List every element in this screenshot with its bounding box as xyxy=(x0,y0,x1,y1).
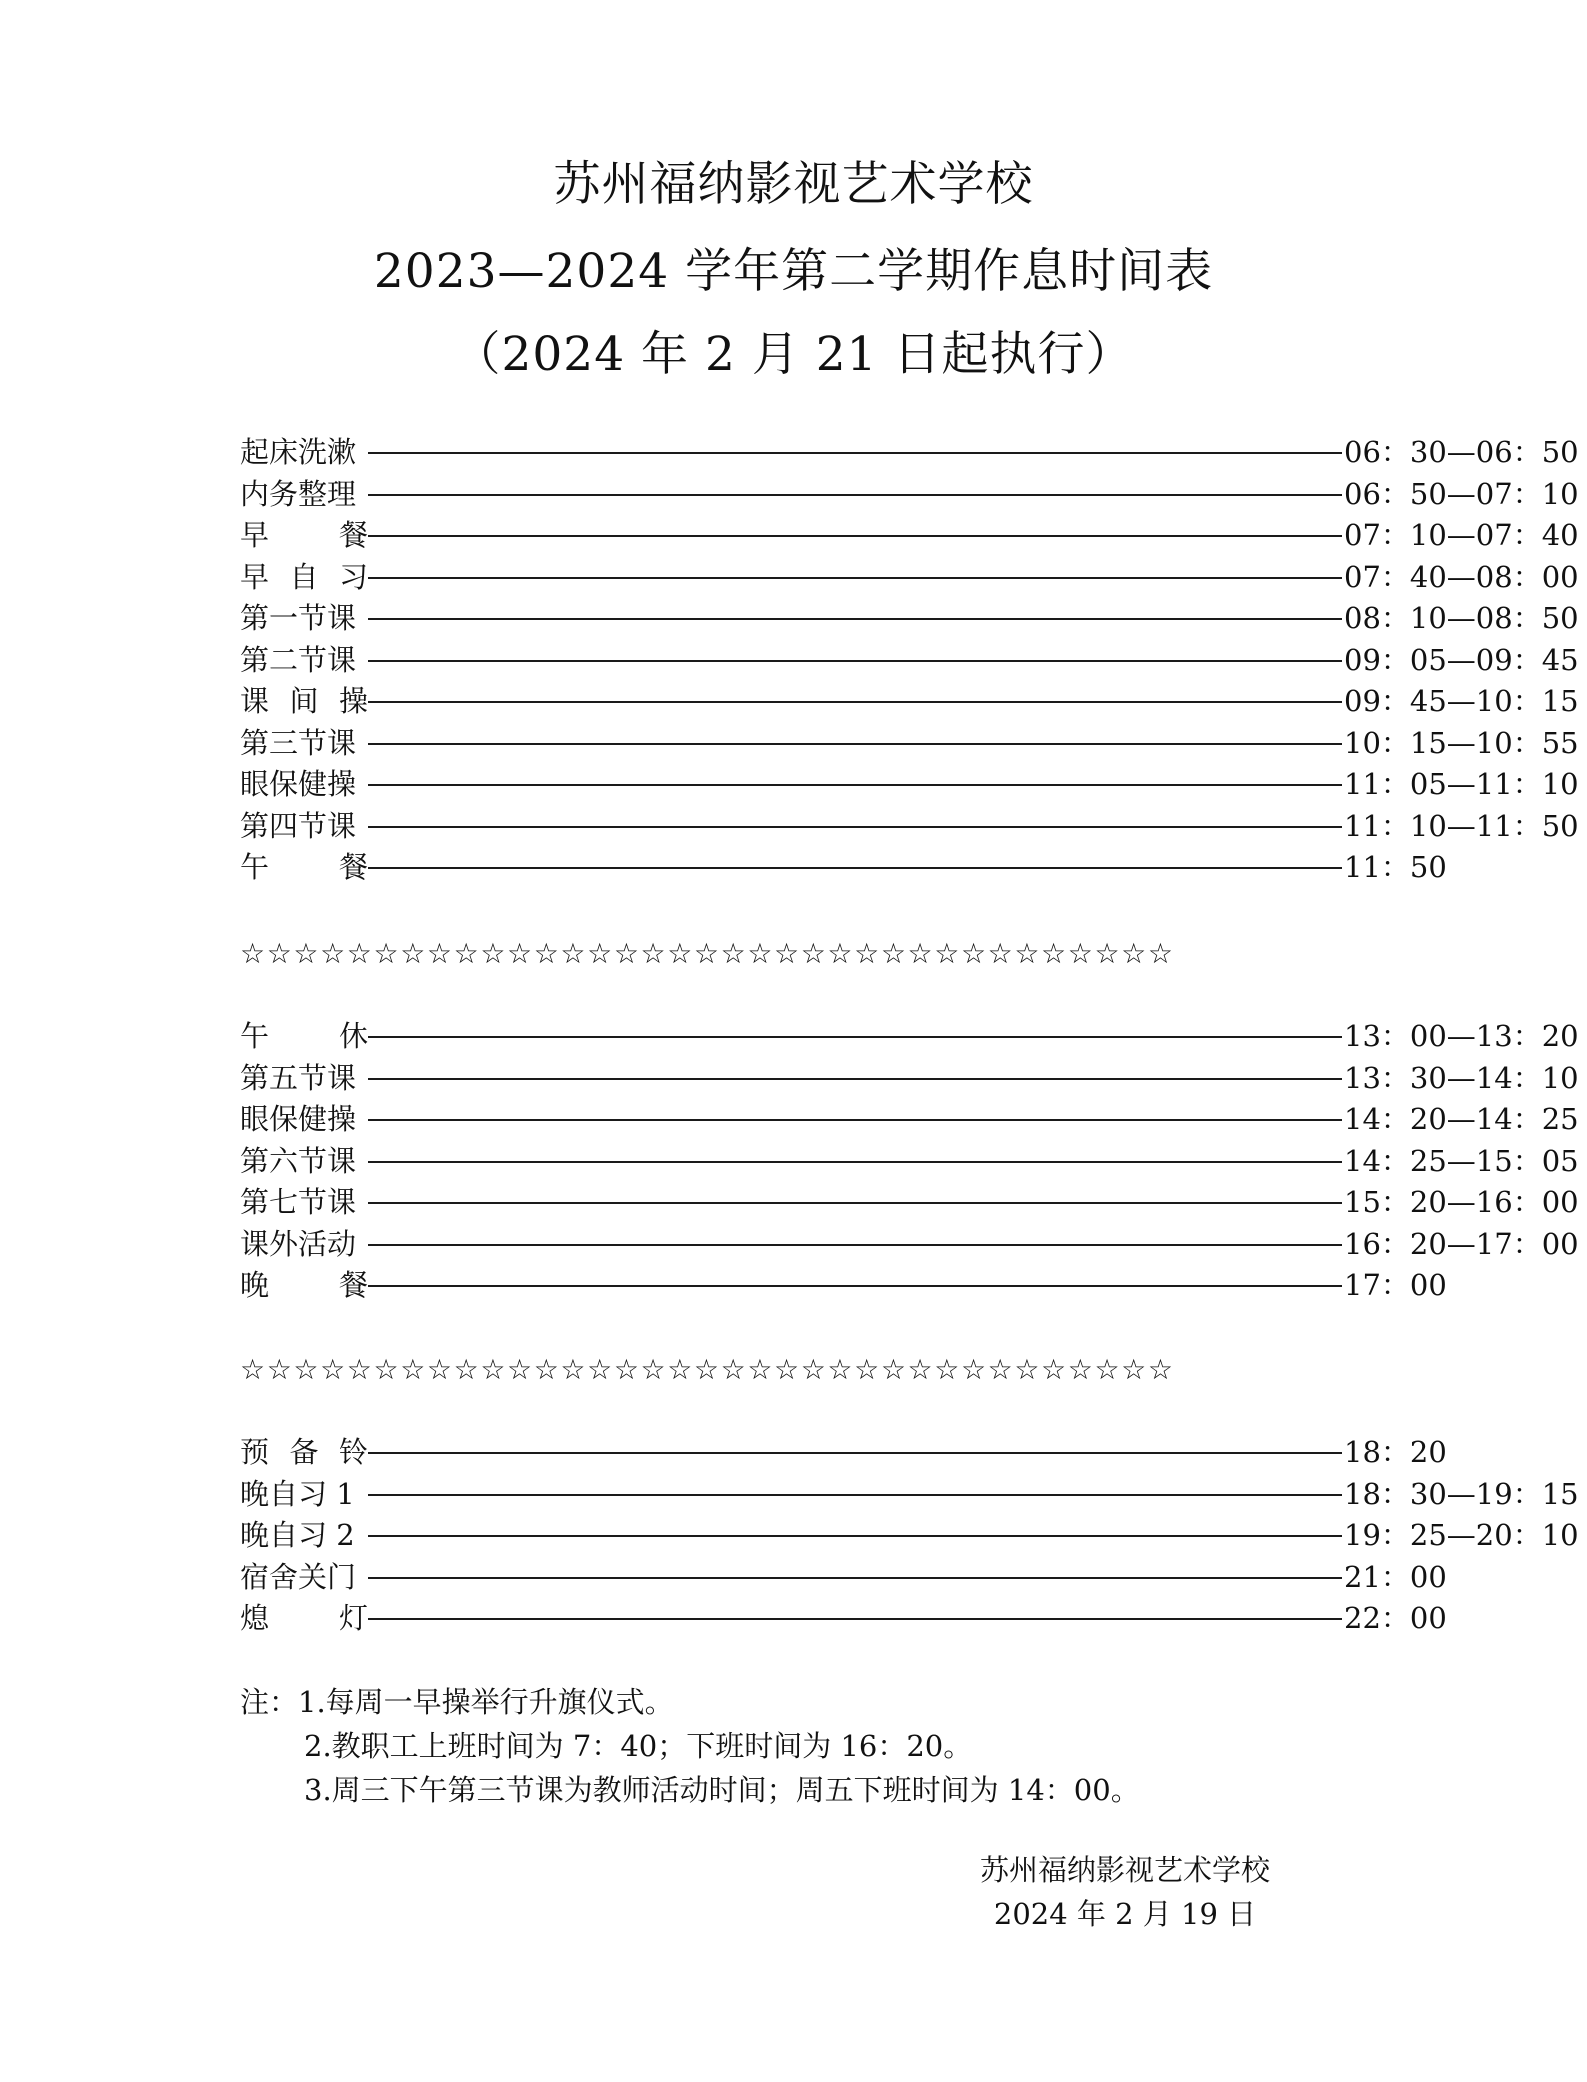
activity-time: 18：20 xyxy=(1344,1435,1447,1469)
activity-label: 第二节课 xyxy=(240,642,357,677)
leader-line xyxy=(368,784,1342,786)
activity-label: 早 自 习 xyxy=(240,559,368,594)
activity-label: 晚自习 1 xyxy=(240,1476,355,1511)
activity-time: 09：05—09：45 xyxy=(1344,642,1579,677)
leader-line xyxy=(368,577,1342,579)
schedule-row xyxy=(240,847,1447,889)
leader-line xyxy=(368,701,1342,703)
schedule-row xyxy=(240,681,1579,723)
note-item xyxy=(240,1724,1140,1768)
schedule-row xyxy=(240,1016,1579,1058)
activity-label: 第五节课 xyxy=(240,1060,357,1095)
activity-time: 14：20—14：25 xyxy=(1344,1102,1579,1136)
activity-label: 第六节课 xyxy=(240,1143,357,1178)
schedule-row xyxy=(240,1141,1579,1183)
activity-time: 06：50—07：10 xyxy=(1344,476,1579,511)
activity-time: 14：25—15：05 xyxy=(1344,1143,1579,1178)
schedule-row xyxy=(240,598,1579,640)
leader-line xyxy=(368,535,1342,537)
leader-line xyxy=(368,1285,1342,1287)
activity-time: 07：10—07：40 xyxy=(1344,518,1579,552)
leader-line xyxy=(368,1078,1342,1080)
leader-line xyxy=(368,1494,1342,1496)
signature-date: 2024 年 2 月 19 日 xyxy=(993,1897,1257,1931)
evening-schedule xyxy=(240,1432,1579,1640)
activity-label: 课外活动 xyxy=(240,1226,357,1261)
note-prefix: 注： xyxy=(240,1685,299,1719)
schedule-row xyxy=(240,1058,1579,1100)
signature xyxy=(890,1848,1360,1936)
star-separator: ☆☆☆☆☆☆☆☆☆☆☆☆☆☆☆☆☆☆☆☆☆☆☆☆☆☆☆☆☆☆☆☆☆☆☆ xyxy=(240,1353,1175,1386)
activity-label: 熄 灯 xyxy=(240,1601,368,1635)
activity-time: 21：00 xyxy=(1344,1559,1447,1594)
leader-line xyxy=(368,1452,1342,1454)
schedule-row xyxy=(240,764,1579,806)
effective-date: （2024 年 2 月 21 日起执行） xyxy=(453,327,1134,382)
activity-label: 晚自习 2 xyxy=(240,1518,355,1552)
activity-time: 11：50 xyxy=(1344,850,1447,884)
activity-label: 第七节课 xyxy=(240,1185,357,1219)
leader-line xyxy=(368,660,1342,662)
leader-line xyxy=(368,1036,1342,1038)
activity-label: 第一节课 xyxy=(240,601,357,635)
schedule-row xyxy=(240,1598,1447,1640)
schedule-row xyxy=(240,640,1579,682)
schedule-row xyxy=(240,1474,1579,1516)
activity-label: 早 餐 xyxy=(240,518,368,552)
activity-time: 09：45—10：15 xyxy=(1344,684,1579,718)
leader-line xyxy=(368,826,1342,828)
leader-line xyxy=(368,867,1342,869)
school-title: 苏州福纳影视艺术学校 xyxy=(553,157,1034,212)
schedule-row xyxy=(240,1224,1579,1266)
note-text: 1.每周一早操举行升旗仪式。 xyxy=(298,1685,674,1719)
leader-line xyxy=(368,1577,1342,1579)
afternoon-schedule xyxy=(240,1016,1579,1307)
activity-time: 07：40—08：00 xyxy=(1344,559,1579,594)
activity-label: 内务整理 xyxy=(240,476,357,511)
leader-line xyxy=(368,743,1342,745)
activity-label: 宿舍关门 xyxy=(240,1559,357,1594)
schedule-title: 2023—2024 学年第二学期作息时间表 xyxy=(373,244,1214,299)
leader-line xyxy=(368,452,1342,454)
schedule-row xyxy=(240,557,1579,599)
activity-time: 10：15—10：55 xyxy=(1344,725,1579,760)
schedule-row xyxy=(240,806,1579,848)
activity-time: 13：30—14：10 xyxy=(1344,1060,1579,1095)
note-text: 3.周三下午第三节课为教师活动时间；周五下班时间为 14：00。 xyxy=(304,1773,1140,1807)
activity-time: 15：20—16：00 xyxy=(1344,1185,1579,1219)
activity-label: 第三节课 xyxy=(240,725,357,760)
notes xyxy=(240,1680,1140,1812)
activity-time: 18：30—19：15 xyxy=(1344,1476,1579,1511)
leader-line xyxy=(368,1535,1342,1537)
star-separator: ☆☆☆☆☆☆☆☆☆☆☆☆☆☆☆☆☆☆☆☆☆☆☆☆☆☆☆☆☆☆☆☆☆☆☆ xyxy=(240,937,1175,970)
schedule-row xyxy=(240,1099,1579,1141)
schedule-row xyxy=(240,1432,1447,1474)
activity-label: 午 休 xyxy=(240,1019,368,1053)
morning-schedule xyxy=(240,432,1579,889)
leader-line xyxy=(368,1161,1342,1163)
activity-time: 19：25—20：10 xyxy=(1344,1518,1579,1552)
leader-line xyxy=(368,1244,1342,1246)
signature-org: 苏州福纳影视艺术学校 xyxy=(979,1853,1270,1887)
schedule-row xyxy=(240,515,1579,557)
schedule-row xyxy=(240,1515,1579,1557)
leader-line xyxy=(368,1202,1342,1204)
activity-time: 22：00 xyxy=(1344,1601,1447,1635)
activity-time: 13：00—13：20 xyxy=(1344,1019,1579,1053)
activity-label: 午 餐 xyxy=(240,850,368,884)
activity-label: 眼保健操 xyxy=(240,1102,357,1136)
note-item xyxy=(240,1768,1140,1812)
schedule-row xyxy=(240,474,1579,516)
leader-line xyxy=(368,494,1342,496)
schedule-row xyxy=(240,1557,1447,1599)
activity-time: 06：30—06：50 xyxy=(1344,435,1579,469)
schedule-row xyxy=(240,1182,1579,1224)
leader-line xyxy=(368,1618,1342,1620)
activity-label: 晚 餐 xyxy=(240,1268,368,1302)
note-text: 2.教职工上班时间为 7：40；下班时间为 16：20。 xyxy=(304,1729,973,1763)
activity-label: 第四节课 xyxy=(240,808,357,843)
note-item xyxy=(240,1680,1140,1724)
schedule-row xyxy=(240,432,1579,474)
activity-time: 08：10—08：50 xyxy=(1344,601,1579,635)
schedule-row xyxy=(240,723,1579,765)
activity-label: 眼保健操 xyxy=(240,767,357,801)
activity-time: 17：00 xyxy=(1344,1268,1447,1302)
activity-label: 课 间 操 xyxy=(240,684,368,718)
leader-line xyxy=(368,1119,1342,1121)
activity-label: 起床洗漱 xyxy=(240,435,357,469)
activity-time: 11：05—11：10 xyxy=(1344,767,1579,801)
activity-label: 预 备 铃 xyxy=(240,1435,368,1469)
leader-line xyxy=(368,618,1342,620)
activity-time: 11：10—11：50 xyxy=(1344,808,1579,843)
activity-time: 16：20—17：00 xyxy=(1344,1226,1579,1261)
schedule-row xyxy=(240,1265,1447,1307)
